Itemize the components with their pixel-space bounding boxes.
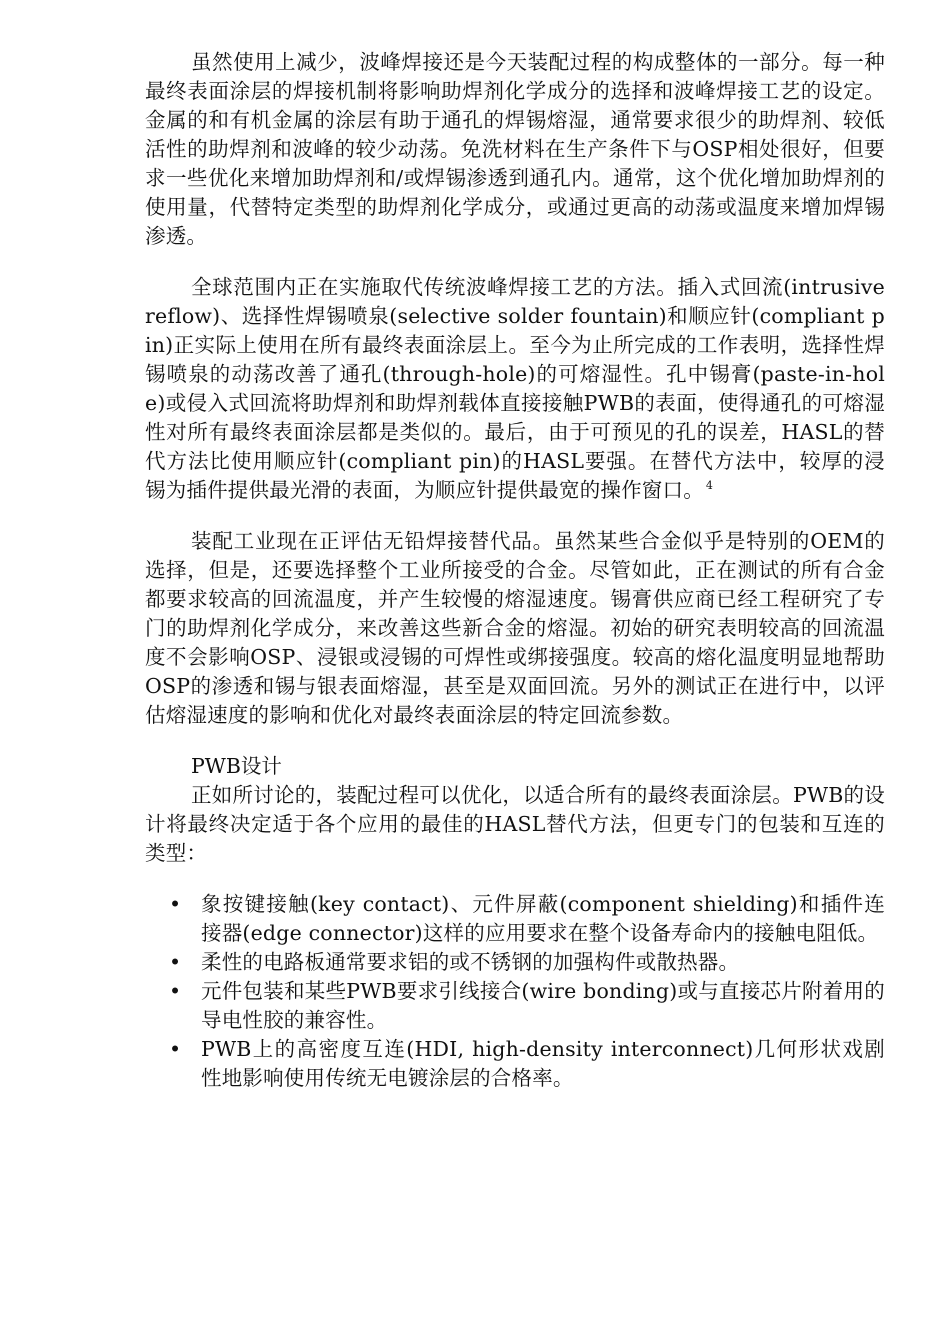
- paragraph-text: 虽然使用上减少，波峰焊接还是今天装配过程的构成整体的一部分。每一种最终表面涂层的焊接机制将影响助焊剂化学成分的选择和波峰焊接工艺的设定。金属的和有机金属的涂层有助于通孔的焊锡熔湿，通常要求很少的助焊剂、较低活性的助焊剂和波峰的较少动荡。免洗材料在生产条件下与OSP相处很好，但要求一些优化来增加助焊剂和/或焊锡渗透到通孔内。通常，这个优化增加助焊剂的使用量，代替特定类型的助焊剂化学成分，或通过更高的动荡或温度来增加焊锡渗透。: [145, 50, 885, 248]
- list-item: [145, 1035, 885, 1093]
- list-item: [145, 977, 885, 1035]
- document-page: [145, 48, 885, 1093]
- list-item-text: PWB上的高密度互连(HDI, high-density interconnect)几何形状戏剧性地影响使用传统无电镀涂层的合格率。: [201, 1037, 885, 1090]
- paragraph-spacer: [145, 251, 885, 273]
- paragraph-wave-soldering: [145, 48, 885, 251]
- paragraph-text: 装配工业现在正评估无铅焊接替代品。虽然某些合金似乎是特别的OEM的选择，但是，还要选择整个工业所接受的合金。尽管如此，正在测试的所有合金都要求较高的回流温度，并产生较慢的熔湿速度。锡膏供应商已经工程研究了专门的助焊剂化学成分，来改善这些新合金的熔湿。初始的研究表明较高的回流温度不会影响OSP、浸银或浸锡的可焊性或绑接强度。较高的熔化温度明显地帮助OSP的渗透和锡与银表面熔湿，甚至是双面回流。另外的测试正在进行中，以评估熔湿速度的影响和优化对最终表面涂层的特定回流参数。: [145, 529, 885, 727]
- paragraph-text: 全球范围内正在实施取代传统波峰焊接工艺的方法。插入式回流(intrusive reflow)、选择性焊锡喷泉(selective solder fountain)和顺应针(compliant pin)正实际上使用在所有最终表面涂层上。至今为止所完成的工作表明，选择性焊锡喷泉的动荡改善了通孔(through-hole)的可熔湿性。孔中锡膏(paste-in-hole)或侵入式回流将助焊剂和助焊剂载体直接接触PWB的表面，使得通孔的可熔湿性对所有最终表面涂层都是类似的。最后，由于可预见的孔的误差，HASL的替代方法比使用顺应针(compliant pin)的HASL要强。在替代方法中，较厚的浸锡为插件提供最光滑的表面，为顺应针提供最宽的操作窗口。: [145, 275, 885, 502]
- bullet-icon: •: [169, 979, 182, 1003]
- bullet-icon: •: [169, 950, 182, 974]
- paragraph-alternative-methods: [145, 273, 885, 505]
- requirements-list: [145, 890, 885, 1093]
- bullet-icon: •: [169, 1037, 182, 1061]
- paragraph-spacer: [145, 730, 885, 752]
- paragraph-text: 正如所讨论的，装配过程可以优化，以适合所有的最终表面涂层。PWB的设计将最终决定适于各个应用的最佳的HASL替代方法，但更专门的包装和互连的类型：: [145, 783, 885, 865]
- section-heading: PWB设计: [191, 754, 282, 778]
- paragraph-lead-free: [145, 527, 885, 730]
- list-item-text: 元件包装和某些PWB要求引线接合(wire bonding)或与直接芯片附着用的导电性胶的兼容性。: [201, 979, 885, 1032]
- paragraph-spacer: [145, 868, 885, 890]
- section-intro-paragraph: [145, 781, 885, 868]
- footnote-reference: 4: [705, 479, 714, 492]
- bullet-icon: •: [169, 892, 182, 916]
- list-item: [145, 948, 885, 977]
- list-item-text: 象按键接触(key contact)、元件屏蔽(component shielding)和插件连接器(edge connector)这样的应用要求在整个设备寿命内的接触电阻低。: [201, 892, 885, 945]
- paragraph-spacer: [145, 505, 885, 527]
- list-item: [145, 890, 885, 948]
- list-item-text: 柔性的电路板通常要求铝的或不锈钢的加强构件或散热器。: [201, 950, 740, 974]
